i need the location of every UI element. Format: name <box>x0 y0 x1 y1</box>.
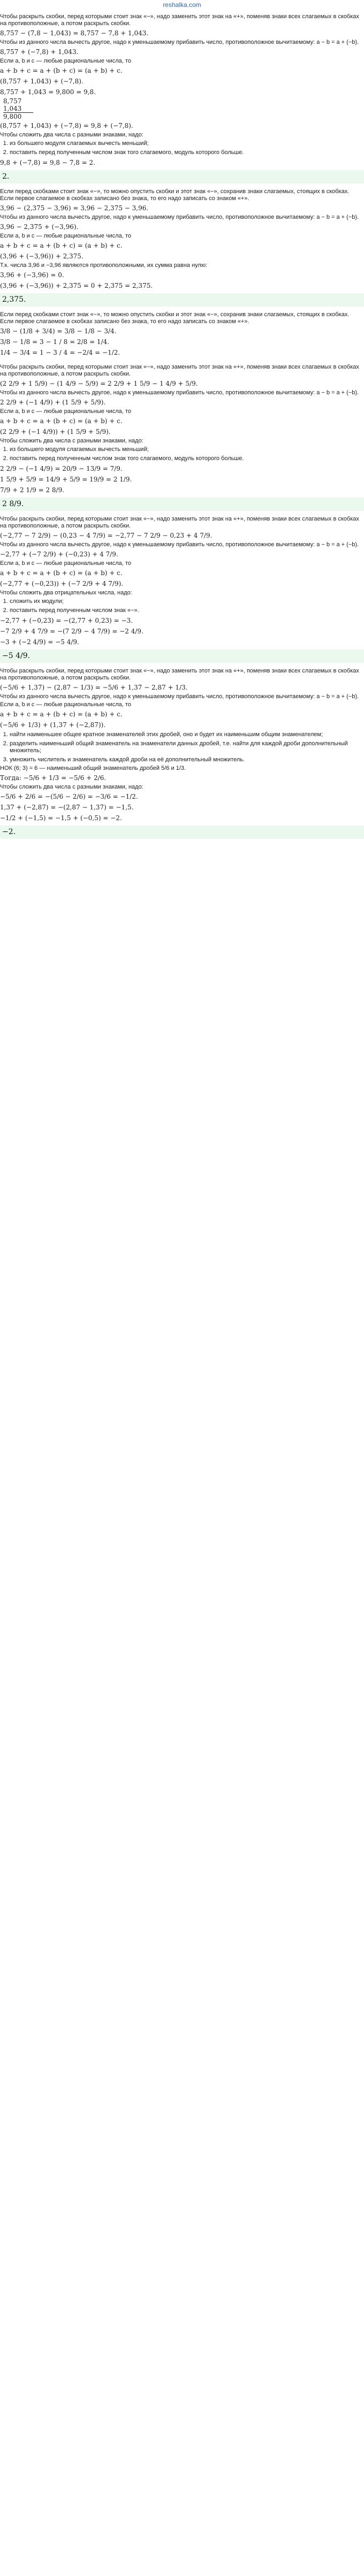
text-line: НОК (6; 3) = 6 — наименьший общий знаменатель дробей 5/6 и 1/3. <box>0 765 186 771</box>
math-line: 8,757 + (−7,8) + 1,043. <box>0 48 79 56</box>
rule-step: 2. поставить перед полученным числом знак того слагаемого, модуль которого больше. <box>10 454 364 463</box>
text-line: Чтобы сложить два числа с разными знаками, надо: <box>0 784 143 790</box>
text-line: Чтобы из данного числа вычесть другое, надо к уменьшаемому прибавить число, противоположное вычитаемому: a − b = a + (−b). <box>0 214 359 220</box>
answer-box <box>0 825 364 839</box>
math-line: (8,757 + 1,043) + (−7,8) = 9,8 + (−7,8). <box>0 122 133 129</box>
answer-box <box>0 498 364 511</box>
rule-step: 1. из большего модуля слагаемых вычесть меньший; <box>10 139 364 148</box>
math-line: 8,757 − (7,8 − 1,043) = 8,757 − 7,8 + 1,043. <box>0 29 149 37</box>
rule-steps <box>0 445 364 463</box>
math-line: −7 2/9 + 4 7/9 = −(7 2/9 − 4 7/9) = −2 4/9. <box>0 628 143 635</box>
math-line: 9,8 + (−7,8) = 9,8 − 7,8 = 2. <box>0 159 95 166</box>
text-line: Чтобы сложить два отрицательных числа, надо: <box>0 590 132 596</box>
math-line: 3/8 − (1/8 + 3/4) = 3/8 − 1/8 − 3/4. <box>0 327 117 335</box>
text-line: Чтобы из данного числа вычесть другое, надо к уменьшаемому прибавить число, противоположное вычитаемому: a − b = a + (−b). <box>0 39 359 45</box>
math-line: (−5/6 + 1/3) + (1,37 + (−2,87)). <box>0 721 106 729</box>
text-line: Если a, b и c — любые рациональные числа, то <box>0 560 131 567</box>
math-line: 3/8 − 1/8 = 3 − 1 / 8 = 2/8 = 1/4. <box>0 338 110 346</box>
answer-box <box>0 170 364 184</box>
math-line: 2 2/9 − (−1 4/9) = 20/9 − 13/9 = 7/9. <box>0 465 123 472</box>
math-line: a + b + c = a + (b + c) = (a + b) + c. <box>0 569 123 577</box>
math-line: −5/6 + 2/6 = −(5/6 − 2/6) = −3/6 = −1/2. <box>0 793 138 800</box>
answer-box <box>0 649 364 663</box>
math-line: 3,96 + (−3,96) = 0. <box>0 271 64 279</box>
rule-step: 2. поставить перед полученным числом знак того слагаемого, модуль которого больше. <box>10 148 364 157</box>
solution-section-6 <box>0 666 364 842</box>
math-line: 2 2/9 + (−1 4/9) + (1 5/9 + 5/9). <box>0 399 106 406</box>
math-line: a + b + c = a + (b + c) = (a + b) + c. <box>0 710 123 718</box>
solution-section-3 <box>0 310 364 362</box>
text-line: Чтобы сложить два числа с разными знаками, надо: <box>0 132 143 138</box>
answer-value: 2. <box>2 172 10 181</box>
solution-section-5 <box>0 514 364 666</box>
answer-box <box>0 293 364 307</box>
column-addition <box>0 97 364 120</box>
text-line: Чтобы раскрыть скобки, перед которыми стоит знак «−», надо заменить этот знак на «+», поменяв знаки всех слагаемых в скобках на противоположные, а потом раскрыть скобки. <box>0 364 359 377</box>
math-line: (2 2/9 + (−1 4/9)) + (1 5/9 + 5/9). <box>0 428 111 435</box>
text-line: Если перед скобками стоит знак «−», то можно опустить скобки и этот знак «−», сохранив знаки слагаемых, стоящих в скобках. Если первое слагаемое в скобках записано без знака, то его надо записать со знаком «+». <box>0 188 350 202</box>
math-line: a + b + c = a + (b + c) = (a + b) + c. <box>0 67 123 74</box>
text-line: Чтобы раскрыть скобки, перед которыми стоит знак «−», надо заменить этот знак на «+», поменяв знаки всех слагаемых в скобках на противоположные, а потом раскрыть скобки. <box>0 516 359 529</box>
math-line: a + b + c = a + (b + c) = (a + b) + c. <box>0 417 123 425</box>
page <box>0 0 364 842</box>
math-line: −2,77 + (−0,23) = −(2,77 + 0,23) = −3. <box>0 617 133 624</box>
math-line: a + b + c = a + (b + c) = (a + b) + c. <box>0 242 123 249</box>
text-line: Если перед скобками стоит знак «−», то можно опустить скобки и этот знак «−», сохранив знаки слагаемых, стоящих в скобках. Если первое слагаемое в скобках записано без знака, то его надо записать со знаком «+». <box>0 311 350 325</box>
text-line: Чтобы раскрыть скобки, перед которыми стоит знак «−», надо заменить этот знак на «+», поменяв знаки всех слагаемых в скобках на противоположные, а потом раскрыть скобки. <box>0 668 359 681</box>
column-result: 9,800 <box>3 113 22 120</box>
answer-value: −2. <box>2 828 16 836</box>
solution-section-2 <box>0 187 364 310</box>
math-line: 3,96 − 2,375 + (−3,96). <box>0 223 79 231</box>
math-line: (2 2/9 + 1 5/9) − (1 4/9 − 5/9) = 2 2/9 + 1 5/9 − 1 4/9 + 5/9. <box>0 380 198 387</box>
rule-step: 3. умножить числитель и знаменатель каждой дроби на её дополнительный множитель. <box>10 755 364 765</box>
math-line: 7/9 + 2 1/9 = 2 8/9. <box>0 486 65 494</box>
site-logo[interactable]: reshalka.com <box>163 1 201 9</box>
text-line: Если a, b и c — любые рациональные числа, то <box>0 58 131 64</box>
text-line: Если a, b и c — любые рациональные числа, то <box>0 233 131 239</box>
rule-step: 1. найти наименьшее общее кратное знаменателей этих дробей, оно и будет их наименьшим общим знаменателем; <box>10 730 364 739</box>
text-line: Чтобы из данного числа вычесть другое, надо к уменьшаемому прибавить число, противоположное вычитаемому: a − b = a + (−b). <box>0 693 359 700</box>
math-line: −1/2 + (−1,5) = −1,5 + (−0,5) = −2. <box>0 814 122 822</box>
answer-value: −5 4/9. <box>2 652 31 660</box>
math-line: −3 + (−2 4/9) = −5 4/9. <box>0 638 79 646</box>
rule-step: 1. из большего модуля слагаемых вычесть меньший; <box>10 445 364 454</box>
rule-steps <box>0 597 364 615</box>
text-line: Если a, b и c — любые рациональные числа, то <box>0 701 131 708</box>
math-line: (−5/6 + 1,37) − (2,87 − 1/3) = −5/6 + 1,37 − 2,87 + 1/3. <box>0 684 188 691</box>
answer-value: 2 8/9. <box>2 500 24 508</box>
solution-section-1 <box>0 12 364 187</box>
column-operand-a: 8,757 <box>3 97 22 105</box>
site-header <box>0 0 364 12</box>
math-line: Тогда: −5/6 + 1/3 = −5/6 + 2/6. <box>0 774 107 782</box>
text-line: Чтобы из данного числа вычесть другое, надо к уменьшаемому прибавить число, противоположное вычитаемому: a − b = a + (−b). <box>0 541 359 548</box>
math-line: 1 5/9 + 5/9 = 14/9 + 5/9 = 19/9 = 2 1/9. <box>0 476 132 483</box>
math-line: 1,37 + (−2,87) = −(2,87 − 1,37) = −1,5. <box>0 804 134 811</box>
rule-steps <box>0 730 364 765</box>
math-line: (3,96 + (−3,96)) + 2,375 = 0 + 2,375 = 2,375. <box>0 282 153 289</box>
text-line: Чтобы из данного числа вычесть другое, надо к уменьшаемому прибавить число, противоположное вычитаемому: a − b = a + (−b). <box>0 389 359 396</box>
rule-step: 2. поставить перед полученным числом знак «−». <box>10 606 364 615</box>
solution-section-4 <box>0 362 364 514</box>
text-line: Т.к. числа 3,96 и −3,96 являются противоположными, их сумма равна нулю: <box>0 262 208 269</box>
math-line: −2,77 + (−7 2/9) + (−0,23) + 4 7/9. <box>0 551 118 558</box>
math-line: 1/4 − 3/4 = 1 − 3 / 4 = −2/4 = −1/2. <box>0 349 120 356</box>
text-line: Если a, b и c — любые рациональные числа, то <box>0 408 131 415</box>
math-line: (8,757 + 1,043) + (−7,8). <box>0 78 84 85</box>
rule-step: 1. сложить их модули; <box>10 597 364 606</box>
column-operand-b: 1,043 <box>3 105 22 112</box>
text-line: Чтобы сложить два числа с разными знаками, надо: <box>0 438 143 444</box>
math-line: (−2,77 + (−0,23)) + (−7 2/9 + 4 7/9). <box>0 580 124 587</box>
rule-steps <box>0 139 364 157</box>
math-line: (3,96 + (−3,96)) + 2,375. <box>0 253 84 260</box>
math-line: 3,96 − (2,375 − 3,96) = 3,96 − 2,375 − 3,96. <box>0 204 149 212</box>
math-line: 8,757 + 1,043 = 9,800 = 9,8. <box>0 88 96 96</box>
text-line: Чтобы раскрыть скобки, перед которыми стоит знак «−», надо заменить этот знак на «+», поменяв знаки всех слагаемых в скобках на противоположные, а потом раскрыть скобки. <box>0 13 359 27</box>
math-line: (−2,77 − 7 2/9) − (0,23 − 4 7/9) = −2,77 − 7 2/9 − 0,23 + 4 7/9. <box>0 532 213 539</box>
rule-step: 2. разделить наименьший общий знаменатель на знаменатели данных дробей, т.е. найти для каждой дроби дополнительный множитель; <box>10 739 364 755</box>
answer-value: 2,375. <box>2 295 26 304</box>
